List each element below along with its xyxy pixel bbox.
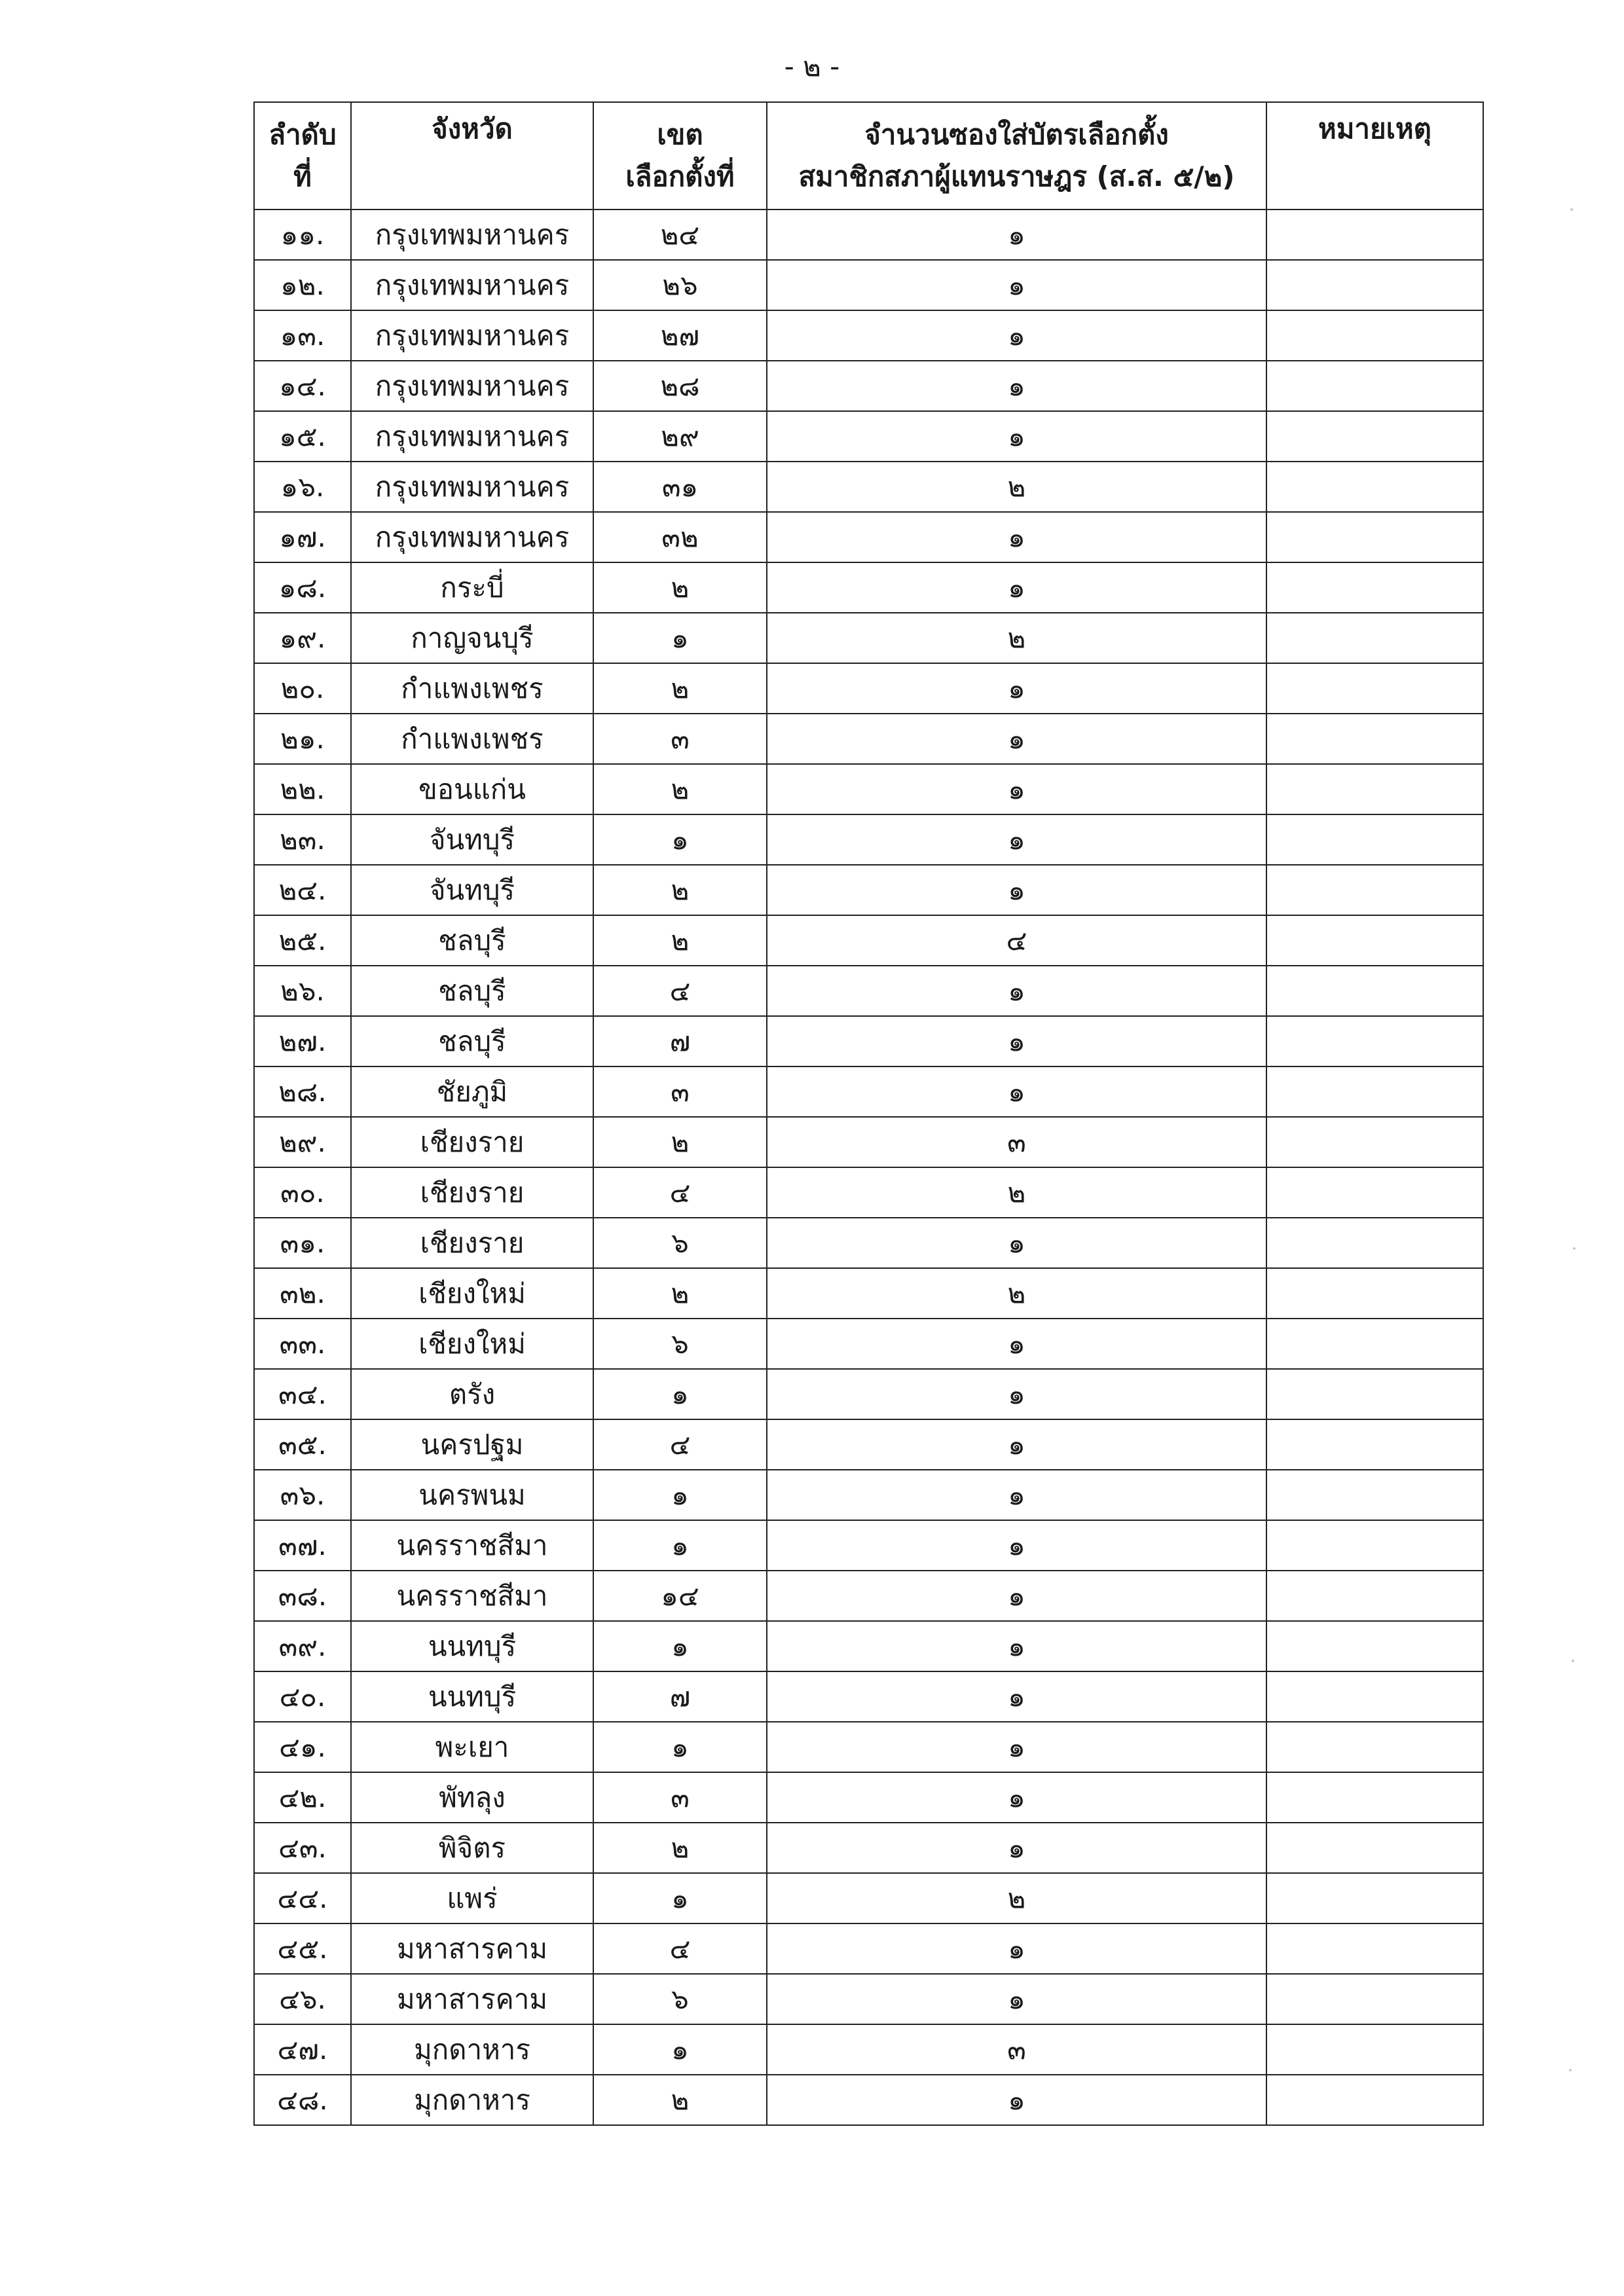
cell-note xyxy=(1266,814,1483,865)
cell-province: กาญจนบุรี xyxy=(351,613,593,663)
cell-province: จันทบุรี xyxy=(351,814,593,865)
cell-note xyxy=(1266,764,1483,814)
table-row xyxy=(254,1873,1483,1923)
cell-note xyxy=(1266,1117,1483,1167)
cell-province: พัทลุง xyxy=(351,1772,593,1823)
cell-count: ๑ xyxy=(767,966,1266,1016)
cell-count: ๑ xyxy=(767,2075,1266,2125)
cell-province: เชียงราย xyxy=(351,1218,593,1268)
cell-note xyxy=(1266,663,1483,714)
cell-zone: ๒ xyxy=(593,2075,767,2125)
cell-count: ๑ xyxy=(767,210,1266,260)
table-row xyxy=(254,1319,1483,1369)
table-row xyxy=(254,1772,1483,1823)
cell-province: ชัยภูมิ xyxy=(351,1066,593,1117)
header-province xyxy=(351,102,593,210)
scan-speck xyxy=(1572,1660,1574,1662)
table-row xyxy=(254,1923,1483,1974)
cell-note xyxy=(1266,1923,1483,1974)
cell-note xyxy=(1266,1520,1483,1571)
cell-note xyxy=(1266,310,1483,361)
cell-zone: ๑ xyxy=(593,1520,767,1571)
cell-seq: ๓๔. xyxy=(254,1369,351,1419)
cell-note xyxy=(1266,1419,1483,1470)
cell-count: ๑ xyxy=(767,865,1266,915)
cell-province: กรุงเทพมหานคร xyxy=(351,512,593,562)
cell-count: ๑ xyxy=(767,1974,1266,2024)
cell-zone: ๑ xyxy=(593,1873,767,1923)
cell-note xyxy=(1266,1823,1483,1873)
cell-province: กำแพงเพชร xyxy=(351,714,593,764)
cell-note xyxy=(1266,1722,1483,1772)
cell-count: ๑ xyxy=(767,310,1266,361)
cell-note xyxy=(1266,1319,1483,1369)
cell-seq: ๒๖. xyxy=(254,966,351,1016)
cell-note xyxy=(1266,462,1483,512)
cell-province: นนทบุรี xyxy=(351,1621,593,1671)
cell-seq: ๑๘. xyxy=(254,562,351,613)
cell-note xyxy=(1266,1016,1483,1066)
table-row xyxy=(254,764,1483,814)
cell-note xyxy=(1266,714,1483,764)
cell-province: จันทบุรี xyxy=(351,865,593,915)
cell-note xyxy=(1266,1873,1483,1923)
cell-count: ๑ xyxy=(767,663,1266,714)
cell-count: ๒ xyxy=(767,1268,1266,1319)
cell-count: ๓ xyxy=(767,2024,1266,2075)
cell-note xyxy=(1266,411,1483,462)
table-row xyxy=(254,1218,1483,1268)
header-province-label: จังหวัด xyxy=(432,113,513,145)
cell-province: กรุงเทพมหานคร xyxy=(351,361,593,411)
cell-zone: ๓๑ xyxy=(593,462,767,512)
cell-province: กรุงเทพมหานคร xyxy=(351,260,593,310)
cell-count: ๑ xyxy=(767,1218,1266,1268)
cell-province: มุกดาหาร xyxy=(351,2075,593,2125)
header-count-line2: สมาชิกสภาผู้แทนราษฎร (ส.ส. ๕/๒) xyxy=(798,160,1235,192)
cell-zone: ๔ xyxy=(593,1167,767,1218)
cell-province: ชลบุรี xyxy=(351,915,593,966)
cell-note xyxy=(1266,562,1483,613)
cell-count: ๑ xyxy=(767,714,1266,764)
cell-seq: ๑๑. xyxy=(254,210,351,260)
cell-zone: ๓ xyxy=(593,714,767,764)
cell-seq: ๒๒. xyxy=(254,764,351,814)
table-row xyxy=(254,1621,1483,1671)
cell-province: ชลบุรี xyxy=(351,1016,593,1066)
cell-note xyxy=(1266,865,1483,915)
cell-zone: ๒๘ xyxy=(593,361,767,411)
cell-zone: ๑ xyxy=(593,613,767,663)
cell-zone: ๒๙ xyxy=(593,411,767,462)
cell-count: ๑ xyxy=(767,1520,1266,1571)
cell-zone: ๓๒ xyxy=(593,512,767,562)
cell-province: นนทบุรี xyxy=(351,1671,593,1722)
cell-province: พิจิตร xyxy=(351,1823,593,1873)
table-row xyxy=(254,1520,1483,1571)
table-header xyxy=(254,102,1483,210)
cell-note xyxy=(1266,1772,1483,1823)
header-note xyxy=(1266,102,1483,210)
cell-province: เชียงใหม่ xyxy=(351,1268,593,1319)
table-row xyxy=(254,1268,1483,1319)
cell-count: ๑ xyxy=(767,1772,1266,1823)
cell-zone: ๗ xyxy=(593,1671,767,1722)
header-zone-line2: เลือกตั้งที่ xyxy=(625,160,735,192)
table-row xyxy=(254,1470,1483,1520)
cell-note xyxy=(1266,2024,1483,2075)
table-row xyxy=(254,462,1483,512)
cell-province: มหาสารคาม xyxy=(351,1923,593,1974)
header-seq xyxy=(254,102,351,210)
cell-count: ๓ xyxy=(767,1117,1266,1167)
cell-count: ๑ xyxy=(767,764,1266,814)
cell-seq: ๒๓. xyxy=(254,814,351,865)
table-row xyxy=(254,2024,1483,2075)
cell-province: กรุงเทพมหานคร xyxy=(351,210,593,260)
cell-zone: ๑ xyxy=(593,1722,767,1772)
cell-province: เชียงใหม่ xyxy=(351,1319,593,1369)
cell-note xyxy=(1266,361,1483,411)
cell-seq: ๔๒. xyxy=(254,1772,351,1823)
table-row xyxy=(254,260,1483,310)
cell-seq: ๔๕. xyxy=(254,1923,351,1974)
cell-zone: ๒๖ xyxy=(593,260,767,310)
cell-note xyxy=(1266,915,1483,966)
cell-province: แพร่ xyxy=(351,1873,593,1923)
cell-province: พะเยา xyxy=(351,1722,593,1772)
cell-zone: ๒ xyxy=(593,915,767,966)
cell-seq: ๑๙. xyxy=(254,613,351,663)
cell-note xyxy=(1266,613,1483,663)
cell-count: ๑ xyxy=(767,361,1266,411)
cell-province: กรุงเทพมหานคร xyxy=(351,462,593,512)
cell-seq: ๔๓. xyxy=(254,1823,351,1873)
cell-count: ๑ xyxy=(767,1369,1266,1419)
cell-count: ๑ xyxy=(767,512,1266,562)
cell-count: ๑ xyxy=(767,1571,1266,1621)
cell-zone: ๒ xyxy=(593,764,767,814)
cell-seq: ๓๙. xyxy=(254,1621,351,1671)
cell-zone: ๒ xyxy=(593,1117,767,1167)
cell-count: ๑ xyxy=(767,814,1266,865)
cell-count: ๒ xyxy=(767,1873,1266,1923)
cell-seq: ๑๖. xyxy=(254,462,351,512)
cell-province: เชียงราย xyxy=(351,1167,593,1218)
cell-province: นครราชสีมา xyxy=(351,1520,593,1571)
cell-note xyxy=(1266,1470,1483,1520)
cell-note xyxy=(1266,1167,1483,1218)
cell-seq: ๒๔. xyxy=(254,865,351,915)
cell-province: นครปฐม xyxy=(351,1419,593,1470)
cell-count: ๑ xyxy=(767,1923,1266,1974)
cell-zone: ๒ xyxy=(593,663,767,714)
cell-note xyxy=(1266,2075,1483,2125)
cell-zone: ๓ xyxy=(593,1066,767,1117)
cell-note xyxy=(1266,210,1483,260)
cell-note xyxy=(1266,1571,1483,1621)
table-body xyxy=(254,210,1483,2125)
cell-count: ๑ xyxy=(767,411,1266,462)
cell-seq: ๓๑. xyxy=(254,1218,351,1268)
header-zone-line1: เขต xyxy=(657,118,703,151)
cell-count: ๑ xyxy=(767,260,1266,310)
table-row xyxy=(254,865,1483,915)
cell-count: ๑ xyxy=(767,1722,1266,1772)
cell-zone: ๔ xyxy=(593,1419,767,1470)
cell-count: ๔ xyxy=(767,915,1266,966)
cell-count: ๑ xyxy=(767,562,1266,613)
table-row xyxy=(254,210,1483,260)
cell-seq: ๔๐. xyxy=(254,1671,351,1722)
cell-seq: ๒๑. xyxy=(254,714,351,764)
table-row xyxy=(254,613,1483,663)
table-row xyxy=(254,1066,1483,1117)
cell-zone: ๒ xyxy=(593,1268,767,1319)
scan-speck xyxy=(1570,208,1573,211)
cell-zone: ๑ xyxy=(593,1369,767,1419)
cell-note xyxy=(1266,966,1483,1016)
table-row xyxy=(254,512,1483,562)
cell-seq: ๒๘. xyxy=(254,1066,351,1117)
table-row xyxy=(254,1369,1483,1419)
cell-seq: ๓๗. xyxy=(254,1520,351,1571)
cell-zone: ๔ xyxy=(593,1923,767,1974)
cell-zone: ๑ xyxy=(593,1470,767,1520)
table-row xyxy=(254,411,1483,462)
header-count-line1: จำนวนซองใส่บัตรเลือกตั้ง xyxy=(864,118,1169,151)
cell-note xyxy=(1266,1066,1483,1117)
cell-seq: ๒๕. xyxy=(254,915,351,966)
cell-province: มุกดาหาร xyxy=(351,2024,593,2075)
cell-seq: ๑๒. xyxy=(254,260,351,310)
table-row xyxy=(254,1722,1483,1772)
table-row xyxy=(254,1974,1483,2024)
cell-seq: ๓๘. xyxy=(254,1571,351,1621)
cell-zone: ๑ xyxy=(593,814,767,865)
cell-seq: ๔๔. xyxy=(254,1873,351,1923)
cell-seq: ๓๕. xyxy=(254,1419,351,1470)
cell-seq: ๔๘. xyxy=(254,2075,351,2125)
table-row xyxy=(254,814,1483,865)
cell-count: ๒ xyxy=(767,462,1266,512)
table-row xyxy=(254,1167,1483,1218)
cell-zone: ๖ xyxy=(593,1218,767,1268)
cell-zone: ๑ xyxy=(593,1621,767,1671)
cell-seq: ๑๕. xyxy=(254,411,351,462)
cell-zone: ๒๗ xyxy=(593,310,767,361)
table-row xyxy=(254,714,1483,764)
cell-province: กรุงเทพมหานคร xyxy=(351,411,593,462)
cell-zone: ๒๔ xyxy=(593,210,767,260)
cell-province: มหาสารคาม xyxy=(351,1974,593,2024)
cell-seq: ๑๓. xyxy=(254,310,351,361)
scan-speck xyxy=(1573,1247,1576,1250)
cell-province: เชียงราย xyxy=(351,1117,593,1167)
header-zone xyxy=(593,102,767,210)
cell-count: ๒ xyxy=(767,613,1266,663)
table-row xyxy=(254,1419,1483,1470)
cell-note xyxy=(1266,260,1483,310)
scan-speck xyxy=(1569,2069,1572,2071)
header-row xyxy=(254,102,1483,210)
cell-count: ๑ xyxy=(767,1823,1266,1873)
cell-seq: ๔๑. xyxy=(254,1722,351,1772)
cell-count: ๑ xyxy=(767,1621,1266,1671)
cell-seq: ๔๖. xyxy=(254,1974,351,2024)
envelope-count-table xyxy=(253,101,1484,2126)
cell-zone: ๑ xyxy=(593,2024,767,2075)
cell-note xyxy=(1266,1218,1483,1268)
cell-zone: ๓ xyxy=(593,1772,767,1823)
cell-province: ชลบุรี xyxy=(351,966,593,1016)
cell-seq: ๒๐. xyxy=(254,663,351,714)
cell-seq: ๒๙. xyxy=(254,1117,351,1167)
cell-note xyxy=(1266,1369,1483,1419)
cell-seq: ๓๓. xyxy=(254,1319,351,1369)
table-row xyxy=(254,2075,1483,2125)
cell-province: ตรัง xyxy=(351,1369,593,1419)
cell-zone: ๔ xyxy=(593,966,767,1016)
cell-province: กรุงเทพมหานคร xyxy=(351,310,593,361)
header-seq-line1: ลำดับ xyxy=(268,118,337,151)
table-row xyxy=(254,1016,1483,1066)
cell-count: ๑ xyxy=(767,1470,1266,1520)
cell-province: กระบี่ xyxy=(351,562,593,613)
cell-seq: ๒๗. xyxy=(254,1016,351,1066)
header-note-label: หมายเหตุ xyxy=(1318,113,1431,145)
table-row xyxy=(254,1117,1483,1167)
cell-province: ขอนแก่น xyxy=(351,764,593,814)
cell-zone: ๖ xyxy=(593,1974,767,2024)
table-row xyxy=(254,966,1483,1016)
table-row xyxy=(254,915,1483,966)
cell-province: นครพนม xyxy=(351,1470,593,1520)
cell-count: ๑ xyxy=(767,1016,1266,1066)
table-row xyxy=(254,1571,1483,1621)
cell-seq: ๔๗. xyxy=(254,2024,351,2075)
cell-count: ๑ xyxy=(767,1671,1266,1722)
cell-count: ๒ xyxy=(767,1167,1266,1218)
cell-province: นครราชสีมา xyxy=(351,1571,593,1621)
cell-seq: ๓๐. xyxy=(254,1167,351,1218)
table-row xyxy=(254,663,1483,714)
cell-zone: ๖ xyxy=(593,1319,767,1369)
table-row xyxy=(254,361,1483,411)
cell-zone: ๒ xyxy=(593,1823,767,1873)
table-row xyxy=(254,310,1483,361)
table-row xyxy=(254,562,1483,613)
cell-seq: ๓๒. xyxy=(254,1268,351,1319)
cell-note xyxy=(1266,512,1483,562)
cell-seq: ๑๔. xyxy=(254,361,351,411)
header-seq-line2: ที่ xyxy=(293,160,312,192)
cell-province: กำแพงเพชร xyxy=(351,663,593,714)
table-row xyxy=(254,1823,1483,1873)
cell-note xyxy=(1266,1268,1483,1319)
cell-seq: ๑๗. xyxy=(254,512,351,562)
cell-count: ๑ xyxy=(767,1066,1266,1117)
cell-seq: ๓๖. xyxy=(254,1470,351,1520)
cell-zone: ๑๔ xyxy=(593,1571,767,1621)
cell-note xyxy=(1266,1974,1483,2024)
cell-zone: ๗ xyxy=(593,1016,767,1066)
cell-zone: ๒ xyxy=(593,562,767,613)
header-count xyxy=(767,102,1266,210)
table-row xyxy=(254,1671,1483,1722)
cell-zone: ๒ xyxy=(593,865,767,915)
page-number: - ๒ - xyxy=(784,50,840,82)
cell-count: ๑ xyxy=(767,1419,1266,1470)
cell-note xyxy=(1266,1621,1483,1671)
cell-count: ๑ xyxy=(767,1319,1266,1369)
cell-note xyxy=(1266,1671,1483,1722)
